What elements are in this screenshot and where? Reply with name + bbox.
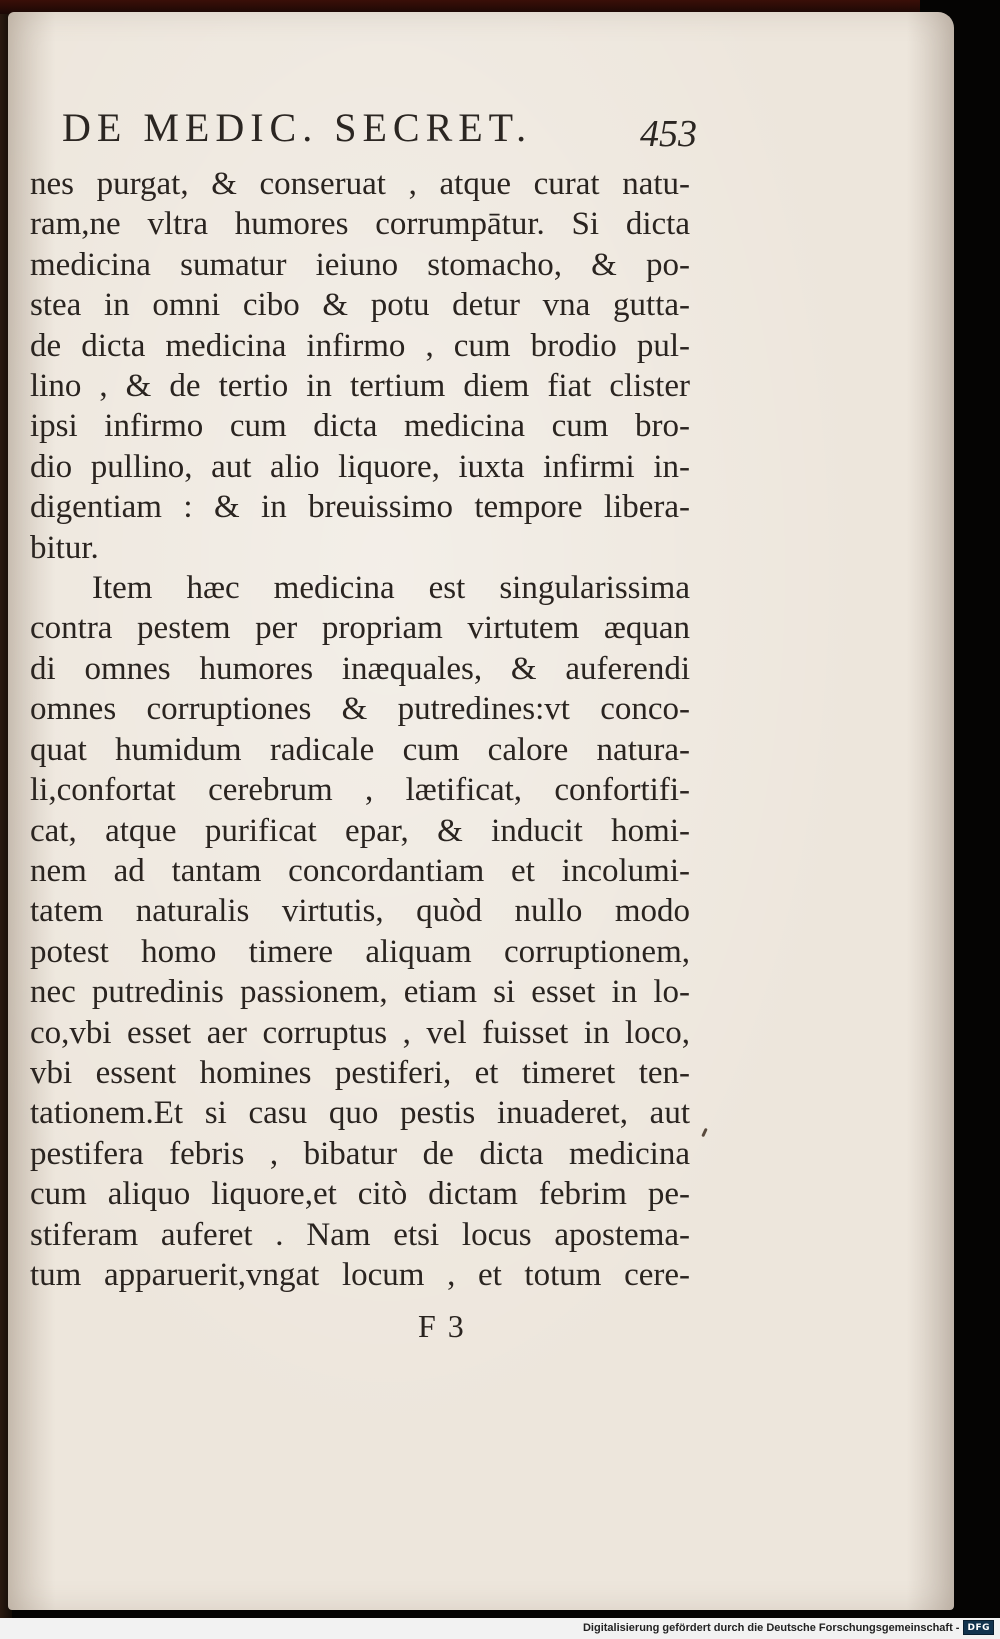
text-line: digentiam : & in breuissimo tempore libera-	[30, 489, 690, 526]
text-line: lino , & de tertio in tertium diem fiat clister	[30, 368, 690, 405]
signature-mark: F 3	[418, 1308, 466, 1344]
text-line: stiferam auferet . Nam etsi locus apostema-	[30, 1216, 690, 1253]
text-line: omnes corruptiones & putredines:vt conco-	[30, 691, 690, 728]
text-line: cum aliquo liquore,et citò dictam febrim pe-	[30, 1176, 690, 1213]
page-number: 453	[640, 113, 697, 155]
text-line: cat, atque purificat epar, & inducit homi-	[30, 812, 690, 849]
funding-credit-text: Digitalisierung gefördert durch die Deutsche Forschungsgemeinschaft -	[582, 1621, 960, 1634]
text-line: dio pullino, aut alio liquore, iuxta infirmi in-	[30, 448, 690, 485]
text-line: di omnes humores inæquales, & auferendi	[30, 650, 690, 687]
dfg-logo: DFG	[963, 1620, 994, 1635]
text-line: ram,ne vltra humores corrumpātur. Si dicta	[30, 206, 690, 243]
text-line: ipsi infirmo cum dicta medicina cum bro-	[30, 408, 690, 445]
text-line: bitur.	[30, 529, 99, 566]
text-line: stea in omni cibo & potu detur vna gutta-	[30, 287, 690, 324]
body-text	[30, 164, 690, 1295]
text-line: de dicta medicina infirmo , cum brodio pul-	[30, 327, 690, 364]
text-line: quat humidum radicale cum calore natura-	[30, 731, 690, 768]
text-line: nes purgat, & conseruat , atque curat natu-	[30, 166, 690, 202]
footer-credit	[583, 1620, 994, 1635]
text-line: medicina sumatur ieiuno stomacho, & po-	[30, 246, 690, 283]
text-line: contra pestem per propriam virtutem æquan	[30, 610, 690, 647]
text-line: tum apparuerit,vngat locum , et totum cere-	[30, 1256, 690, 1293]
running-title: DE MEDIC. SECRET.	[62, 105, 533, 150]
text-line: potest homo timere aliquam corruptionem,	[30, 933, 690, 970]
text-line: pestifera febris , bibatur de dicta medicina	[30, 1135, 690, 1172]
text-line: nec putredinis passionem, etiam si esset in lo-	[30, 974, 690, 1011]
text-line: tatem naturalis virtutis, quòd nullo modo	[30, 893, 690, 930]
text-line: co,vbi esset aer corruptus , vel fuisset in loco,	[30, 1014, 690, 1051]
text-line: vbi essent homines pestiferi, et timeret ten-	[30, 1054, 690, 1091]
footer-bar	[0, 1618, 1000, 1639]
paragraph-first-line: Item hæc medicina est singularissima	[92, 570, 690, 607]
text-line: li,confortat cerebrum , lætificat, confortifi-	[30, 772, 690, 809]
text-line: nem ad tantam concordantiam et incolumi-	[30, 852, 690, 889]
page-header	[62, 104, 912, 164]
text-line: tationem.Et si casu quo pestis inuaderet, aut	[30, 1095, 690, 1132]
